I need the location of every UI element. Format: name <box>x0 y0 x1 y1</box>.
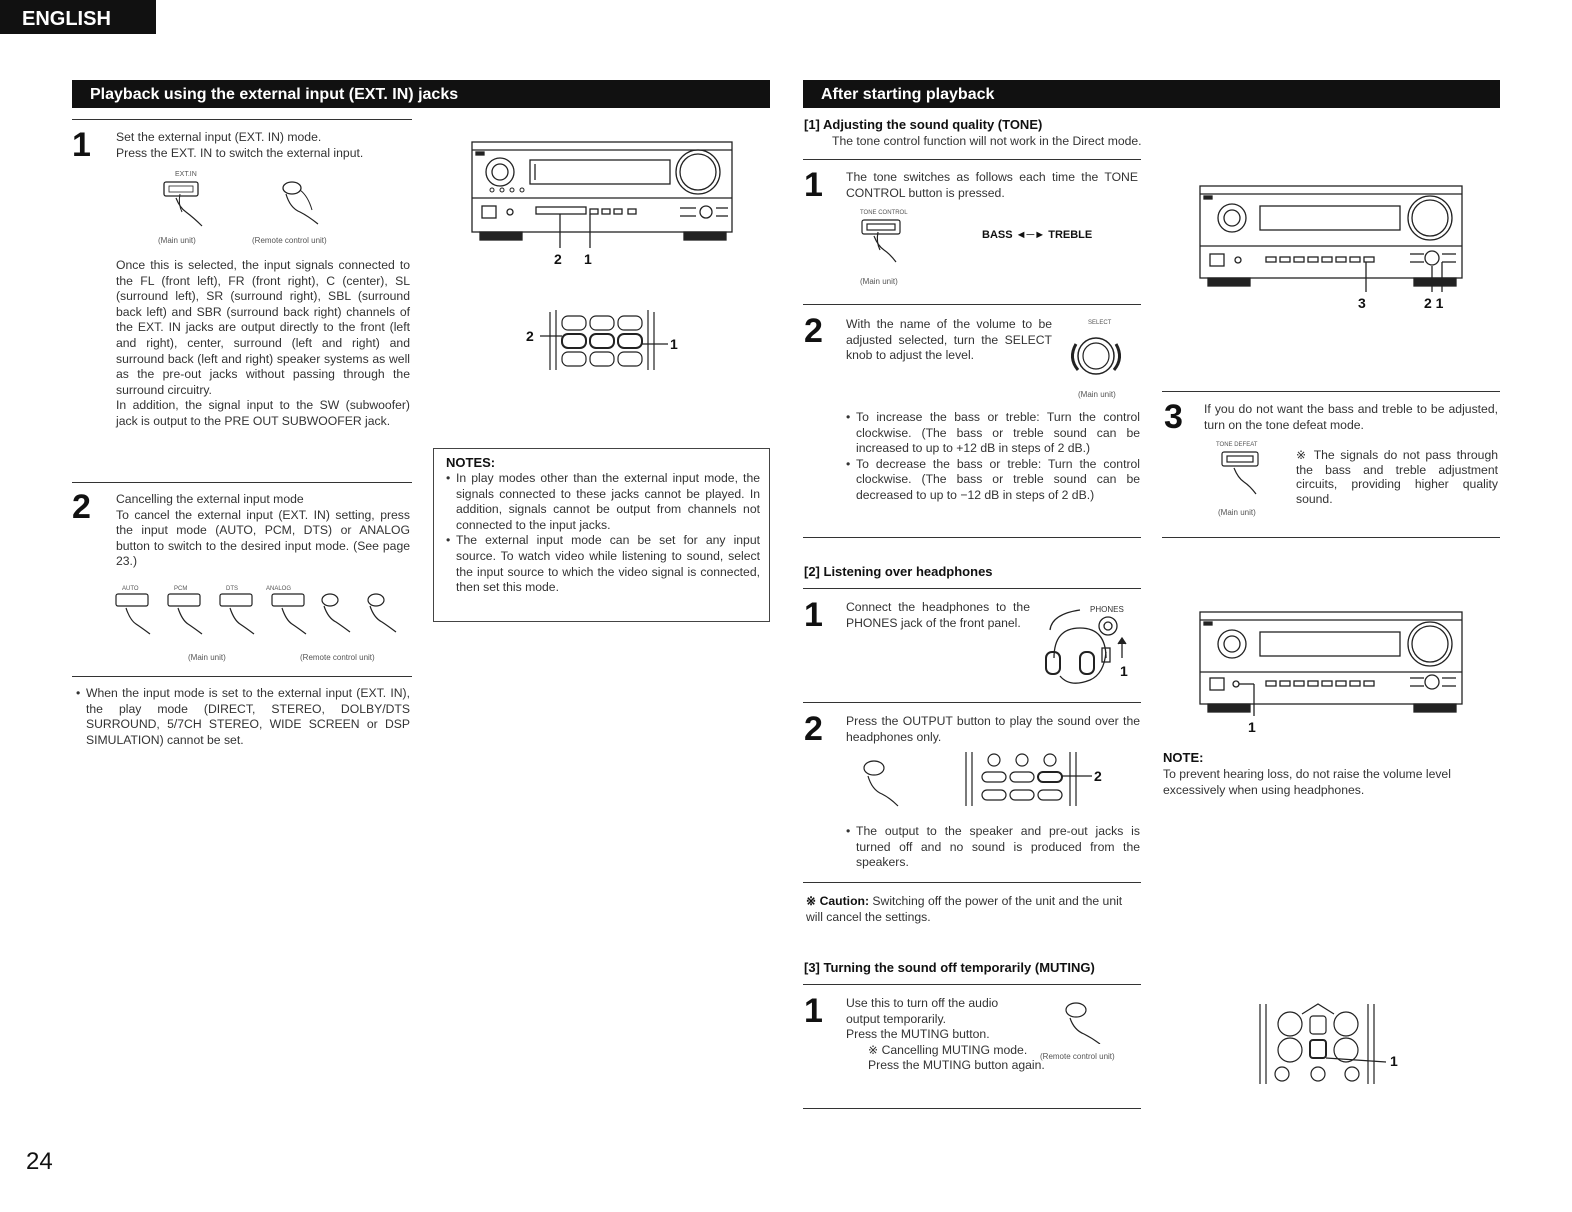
bullet-item: • To decrease the bass or treble: Turn the control clockwise. (The bass or treble sound can be decreased to up to −12 dB in steps of 2 dB.) <box>846 457 1140 504</box>
bullet-item: • The output to the speaker and pre-out jacks is turned off and no sound is produced from the speakers. <box>846 824 1140 871</box>
divider <box>803 882 1141 883</box>
step-number: 3 <box>1164 398 1183 436</box>
figure-label: 1 <box>584 251 592 267</box>
language-tab: ENGLISH <box>0 0 156 34</box>
step-number: 2 <box>804 710 823 748</box>
step-number: 1 <box>72 126 91 164</box>
step-number: 1 <box>804 992 823 1030</box>
subsection-intro: The tone control function will not work in the Direct mode. <box>832 134 1142 148</box>
paragraph: To cancel the external input (EXT. IN) setting, press the input mode (AUTO, PCM, DTS) or ANALOG button to switch to the desired input mode. (See page 23.) <box>116 507 410 569</box>
step-title: Cancelling the external input mode <box>116 492 304 506</box>
divider <box>72 676 412 677</box>
divider <box>803 304 1141 305</box>
analog-button-label: ANALOG <box>266 586 292 592</box>
step-line: Set the external input (EXT. IN) mode. <box>116 130 322 144</box>
step-text: Press the OUTPUT button to play the sound over the headphones only. <box>846 714 1140 744</box>
select-knob-illustration <box>1066 316 1136 386</box>
pcm-button-label: PCM <box>174 586 188 592</box>
tone-defeat-button-illustration <box>1214 438 1274 498</box>
figure-label: 2 <box>526 328 534 344</box>
bullet-list <box>76 686 410 748</box>
step-text <box>116 130 416 161</box>
receiver-front-panel-figure <box>1198 184 1466 314</box>
headphones-illustration <box>1036 600 1140 692</box>
notes-list <box>446 471 760 596</box>
tone-control-button-illustration <box>856 206 926 266</box>
divider <box>803 702 1141 703</box>
step-text: The tone switches as follows each time the TONE CONTROL button is pressed. <box>846 170 1138 200</box>
caution <box>806 894 1140 925</box>
caption-main-unit: (Main unit) <box>1218 508 1256 517</box>
receiver-front-panel-figure <box>470 140 735 270</box>
output-button-illustration <box>856 750 1116 812</box>
caption-main-unit: (Main unit) <box>158 236 196 245</box>
step-number: 1 <box>804 166 823 204</box>
subsection-title: [3] Turning the sound off temporarily (MUTING) <box>804 960 1095 975</box>
figure-label: 3 <box>1358 295 1366 311</box>
tone-defeat-note: ※ The signals do not pass through the bass and treble adjustment circuits, providing higher quality sound. <box>1296 448 1498 506</box>
bullet-item: • When the input mode is set to the external input (EXT. IN), the play mode (DIRECT, STEREO, DOLBY/DTS SURROUND, 5/7CH STEREO, WIDE SCREEN or DSP SIMULATION) cannot be set. <box>76 686 410 748</box>
ext-in-button-label: EXT.IN <box>175 171 197 178</box>
tone-control-button-label: TONE CONTROL <box>860 210 908 216</box>
tone-defeat-button-label: TONE DEFEAT <box>1216 442 1258 448</box>
step-line: Press the MUTING button. <box>846 1027 990 1042</box>
step-text: Connect the headphones to the PHONES jack of the front panel. <box>846 600 1030 630</box>
paragraph: Once this is selected, the input signals connected to the FL (front left), FR (front right), C (center), SL (surround left), SR (surround right), SBL (surround back left) and SBR (surround back right) channels of the EXT. IN jacks are output directly to the front (left and right), center, surround (left and right) and surround back (left and right) speaker systems as well as the pre-out jacks without passing through the surround circuitry. <box>116 258 410 397</box>
phones-jack-label: PHONES <box>1090 605 1124 614</box>
divider <box>803 588 1141 589</box>
note-item: • The external input mode can be set for any input source. To watch video while listening to sound, select the input source to which the video signal is connected, then set this mode. <box>446 533 760 595</box>
note-title: NOTE: <box>1163 750 1204 765</box>
notes-box <box>433 448 770 622</box>
caution-label: ※ Caution: <box>806 894 870 908</box>
select-knob-label: SELECT <box>1088 320 1112 326</box>
divider <box>803 159 1141 160</box>
divider <box>1162 537 1500 538</box>
caution-text: Switching off the power of the unit and the unit will cancel the settings. <box>806 894 1123 924</box>
paragraph: In addition, the signal input to the SW (subwoofer) jack is output to the PRE OUT SUBWOOFER jack. <box>116 398 410 428</box>
notes-title: NOTES: <box>446 455 496 470</box>
divider <box>803 984 1141 985</box>
step-line: Press the MUTING button again. <box>868 1058 1045 1073</box>
caption-remote-unit: (Remote control unit) <box>252 236 327 245</box>
figure-label: 2 1 <box>1424 295 1444 311</box>
remote-control-figure <box>520 300 690 380</box>
step-line: Use this to turn off the audio output temporarily. <box>846 996 999 1026</box>
divider <box>72 482 412 483</box>
step1-body <box>116 258 410 430</box>
step-text: With the name of the volume to be adjusted selected, turn the SELECT knob to adjust the level. <box>846 317 1052 363</box>
page-number: 24 <box>26 1148 53 1175</box>
step-number: 2 <box>804 312 823 350</box>
divider <box>803 537 1141 538</box>
caption-main-unit: (Main unit) <box>188 653 226 662</box>
figure-label: 1 <box>670 336 678 352</box>
auto-button-label: AUTO <box>122 586 139 592</box>
step-line: Press the EXT. IN to switch the external input. <box>116 145 364 160</box>
caption-main-unit: (Main unit) <box>860 277 898 286</box>
remote-control-figure <box>1256 1000 1406 1090</box>
subsection-title: [2] Listening over headphones <box>804 564 993 579</box>
step-text: If you do not want the bass and treble to be adjusted, turn on the tone defeat mode. <box>1204 402 1498 432</box>
receiver-front-panel-figure <box>1198 610 1466 736</box>
figure-label: 1 <box>1120 663 1128 679</box>
bullet-item: • To increase the bass or treble: Turn the control clockwise. (The bass or treble sound can be increased to up to +12 dB in steps of 2 dB.) <box>846 410 1140 457</box>
step-text <box>116 492 410 570</box>
caption-remote-unit: (Remote control unit) <box>300 653 375 662</box>
step-number: 2 <box>72 488 91 526</box>
divider <box>1162 391 1500 392</box>
figure-label: 2 <box>1094 768 1102 784</box>
caption-main-unit: (Main unit) <box>1078 390 1116 399</box>
step-line: ※ Cancelling MUTING mode. <box>868 1042 1028 1057</box>
step-number: 1 <box>804 596 823 634</box>
caption-remote-unit: (Remote control unit) <box>1040 1052 1115 1061</box>
figure-label: 2 <box>554 251 562 267</box>
subsection-title: [1] Adjusting the sound quality (TONE) <box>804 117 1043 132</box>
divider <box>803 1108 1141 1109</box>
figure-label: 1 <box>1390 1053 1398 1069</box>
note-item: • In play modes other than the external input mode, the signals connected to these jacks cannot be played. In addition, signals cannot be output from channels not connected to the input jacks. <box>446 471 760 533</box>
left-section-title: Playback using the external input (EXT. IN) jacks <box>72 80 770 108</box>
input-mode-buttons-illustration <box>114 582 414 650</box>
tone-cycle: BASS ◄─► TREBLE <box>982 229 1093 241</box>
step-text <box>846 996 1045 1074</box>
bullet-list <box>846 824 1140 871</box>
muting-button-illustration <box>1060 998 1120 1044</box>
note-text: To prevent hearing loss, do not raise the volume level excessively when using headphones. <box>1163 767 1451 797</box>
divider <box>72 119 412 120</box>
dts-button-label: DTS <box>226 586 238 592</box>
figure-label: 1 <box>1248 719 1256 735</box>
bullet-list <box>846 410 1140 504</box>
right-section-title: After starting playback <box>803 80 1500 108</box>
